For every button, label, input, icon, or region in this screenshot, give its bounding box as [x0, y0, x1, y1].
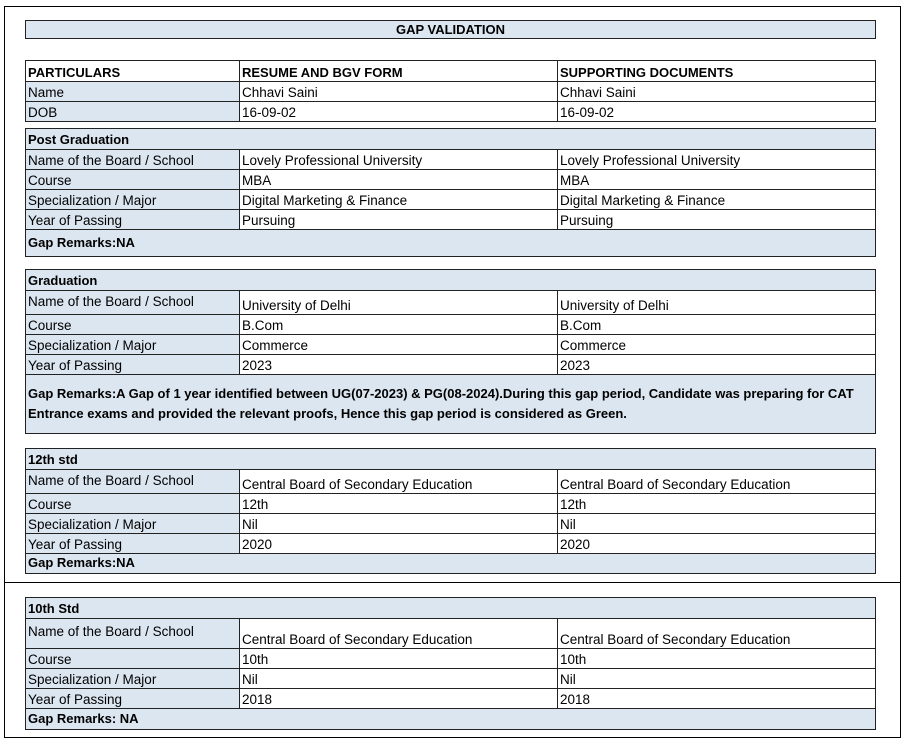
docs-value: 2018 — [557, 689, 875, 708]
row-label: Name — [26, 82, 239, 101]
std10-section — [25, 597, 876, 730]
resume-value: Pursuing — [239, 210, 557, 229]
docs-value: Lovely Professional University — [557, 150, 875, 169]
resume-value: 2023 — [239, 355, 557, 374]
row-label: Year of Passing — [26, 355, 239, 374]
row-label: Specialization / Major — [26, 669, 239, 688]
particulars-table — [25, 60, 876, 122]
resume-value: Commerce — [239, 335, 557, 354]
table-row — [26, 169, 875, 189]
header-resume: RESUME AND BGV FORM — [239, 61, 557, 81]
row-label: Specialization / Major — [26, 335, 239, 354]
docs-value: B.Com — [557, 315, 875, 334]
page-title: GAP VALIDATION — [25, 20, 876, 39]
table-row — [26, 469, 875, 493]
section-heading: Graduation — [26, 270, 875, 290]
docs-value: 16-09-02 — [557, 102, 875, 121]
docs-value: 2023 — [557, 355, 875, 374]
row-label: Course — [26, 649, 239, 668]
resume-value: MBA — [239, 170, 557, 189]
row-label: Specialization / Major — [26, 190, 239, 209]
docs-value: 2020 — [557, 534, 875, 553]
gap-remarks: Gap Remarks:NA — [26, 229, 875, 256]
resume-value: 12th — [239, 494, 557, 513]
row-label: Year of Passing — [26, 689, 239, 708]
row-label: Name of the Board / School — [26, 150, 239, 169]
post-graduation-section — [25, 128, 876, 257]
docs-value: Commerce — [557, 335, 875, 354]
row-label: Course — [26, 315, 239, 334]
docs-value: Nil — [557, 514, 875, 533]
table-row — [26, 513, 875, 533]
table-row — [26, 618, 875, 648]
resume-value: Digital Marketing & Finance — [239, 190, 557, 209]
docs-value: MBA — [557, 170, 875, 189]
docs-value: Chhavi Saini — [557, 82, 875, 101]
resume-value: University of Delhi — [239, 291, 557, 314]
row-label: Name of the Board / School — [26, 291, 239, 314]
resume-value: Nil — [239, 514, 557, 533]
header-particulars: PARTICULARS — [26, 61, 239, 81]
table-row — [26, 533, 875, 553]
table-header-row — [26, 61, 875, 81]
docs-value: Pursuing — [557, 210, 875, 229]
docs-value: Central Board of Secondary Education — [557, 470, 875, 493]
table-row — [26, 101, 875, 121]
table-row — [26, 648, 875, 668]
resume-value: 16-09-02 — [239, 102, 557, 121]
table-row — [26, 290, 875, 314]
row-label: Specialization / Major — [26, 514, 239, 533]
row-label: DOB — [26, 102, 239, 121]
docs-value: 12th — [557, 494, 875, 513]
gap-remarks: Gap Remarks: NA — [26, 708, 875, 729]
table-row — [26, 354, 875, 374]
section-heading-row — [26, 270, 875, 290]
resume-value: 2018 — [239, 689, 557, 708]
table-row — [26, 209, 875, 229]
resume-value: Nil — [239, 669, 557, 688]
row-label: Name of the Board / School — [26, 470, 239, 493]
docs-value: Nil — [557, 669, 875, 688]
row-label: Course — [26, 494, 239, 513]
row-label: Year of Passing — [26, 210, 239, 229]
resume-value: 2020 — [239, 534, 557, 553]
section-heading-row — [26, 129, 875, 149]
resume-value: Chhavi Saini — [239, 82, 557, 101]
table-row — [26, 81, 875, 101]
gap-remarks: Gap Remarks:NA — [26, 553, 875, 573]
docs-value: Digital Marketing & Finance — [557, 190, 875, 209]
resume-value: Central Board of Secondary Education — [239, 619, 557, 648]
resume-value: Central Board of Secondary Education — [239, 470, 557, 493]
resume-value: B.Com — [239, 315, 557, 334]
docs-value: University of Delhi — [557, 291, 875, 314]
graduation-section — [25, 269, 876, 434]
std12-section — [25, 448, 876, 574]
table-row — [26, 493, 875, 513]
row-label: Name of the Board / School — [26, 619, 239, 648]
row-label: Year of Passing — [26, 534, 239, 553]
gap-remarks: Gap Remarks:A Gap of 1 year identified between UG(07-2023) & PG(08-2024).During this gap period, Candidate was preparing for CAT Entrance exams and provided the relevant proofs, Hence this gap period is considered as Green. — [26, 374, 875, 433]
section-heading-row — [26, 449, 875, 469]
table-row — [26, 189, 875, 209]
section-heading: 12th std — [26, 449, 875, 469]
table-row — [26, 668, 875, 688]
header-supporting-docs: SUPPORTING DOCUMENTS — [557, 61, 875, 81]
docs-value: Central Board of Secondary Education — [557, 619, 875, 648]
docs-value: 10th — [557, 649, 875, 668]
resume-value: 10th — [239, 649, 557, 668]
table-row — [26, 314, 875, 334]
table-row — [26, 334, 875, 354]
section-heading: Post Graduation — [26, 129, 875, 149]
section-heading-row — [26, 598, 875, 618]
row-label: Course — [26, 170, 239, 189]
table-row — [26, 688, 875, 708]
resume-value: Lovely Professional University — [239, 150, 557, 169]
table-row — [26, 149, 875, 169]
section-heading: 10th Std — [26, 598, 875, 618]
